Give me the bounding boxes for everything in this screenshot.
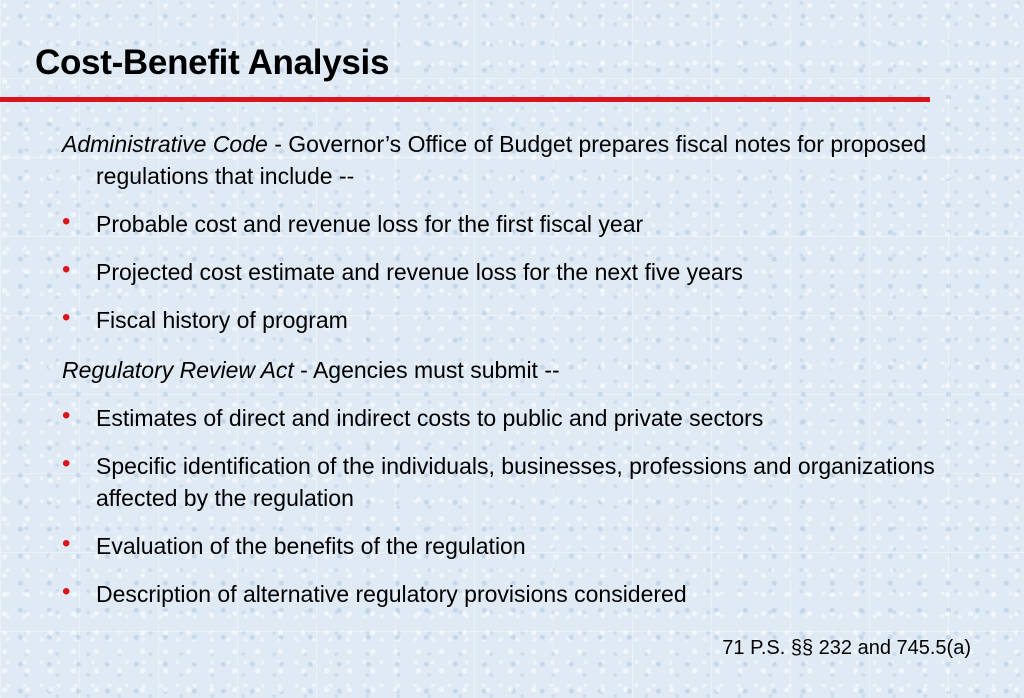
regulatory-review-act-intro [62,354,972,386]
regulatory-review-act-term: Regulatory Review Act [62,357,294,383]
bullet-icon: • [62,304,71,331]
bullet-icon: • [62,208,71,235]
slide-title: Cost-Benefit Analysis [35,43,390,82]
list-item-text: Specific identification of the individuals, businesses, professions and organizations affected by the regulation [96,453,935,511]
bullet-icon: • [62,530,71,557]
list-item-text: Estimates of direct and indirect costs to public and private sectors [96,405,764,431]
administrative-code-intro [62,128,972,192]
list-item-text: Probable cost and revenue loss for the first fiscal year [96,211,644,237]
bullet-icon: • [62,402,71,429]
title-underline [0,97,930,102]
list-item-text: Fiscal history of program [96,307,348,333]
list-item [62,402,972,434]
statute-citation: 71 P.S. §§ 232 and 745.5(a) [722,637,971,659]
list-item [62,578,972,610]
slide-content [62,128,972,610]
list-item-text: Evaluation of the benefits of the regulation [96,533,526,559]
list-item-text: Description of alternative regulatory provisions considered [96,581,687,607]
list-item-text: Projected cost estimate and revenue loss for the next five years [96,259,743,285]
bullet-icon: • [62,256,71,283]
list-item [62,450,972,514]
regulatory-review-act-text: - Agencies must submit -- [293,357,560,383]
list-item [62,304,972,336]
list-item [62,208,972,240]
list-item [62,530,972,562]
bullet-icon: • [62,578,71,605]
administrative-code-text: - Governor’s Office of Budget prepares fiscal notes for proposed regulations that include -- [96,131,927,189]
bullet-icon: • [62,450,71,477]
administrative-code-term: Administrative Code [62,131,268,157]
list-item [62,256,972,288]
regulatory-review-act-list [62,402,972,610]
administrative-code-list [62,208,972,336]
